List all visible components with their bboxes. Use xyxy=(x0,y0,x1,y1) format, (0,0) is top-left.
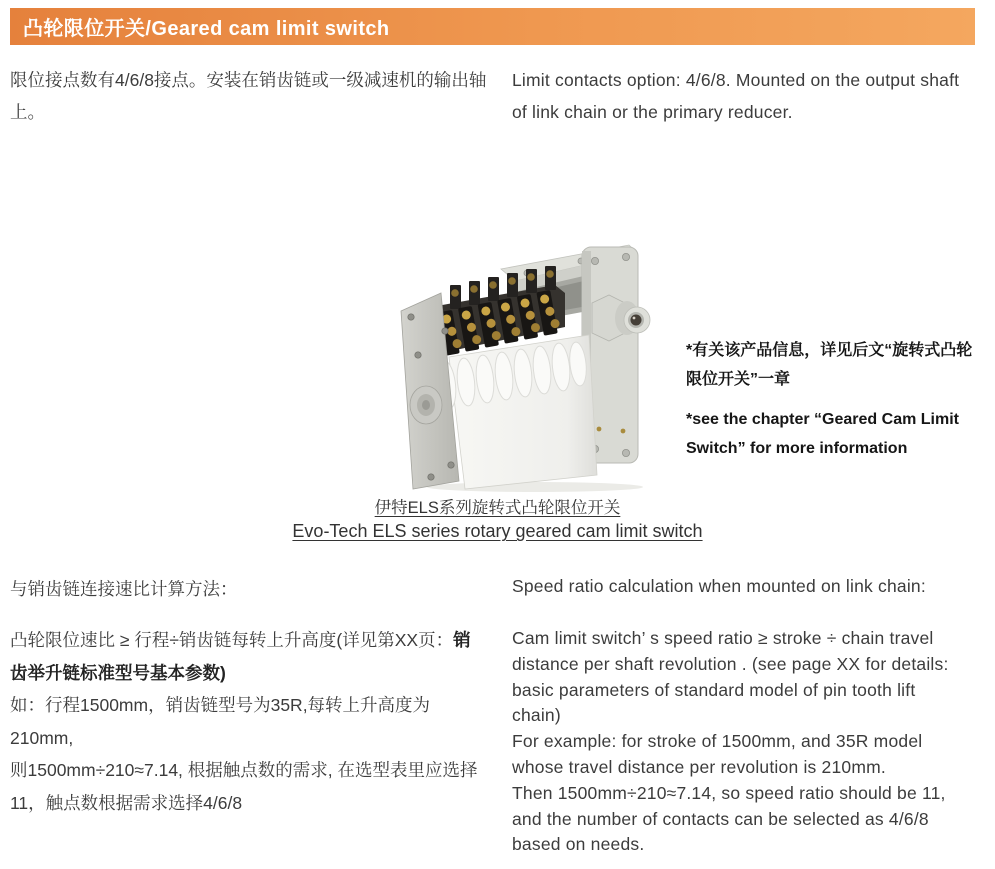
calc-line-en: and the number of contacts can be selected as 4/6/8 xyxy=(512,808,929,829)
calc-line-cn: 如：行程1500mm，销齿链型号为35R,每转上升高度为 xyxy=(10,695,431,715)
intro-text-cn: 限位接点数有4/6/8接点。安装在销齿链或一级减速机的输出轴上。 xyxy=(10,70,487,122)
photo-shadow xyxy=(427,482,643,492)
figure-note-en xyxy=(686,405,978,463)
formula-text: 凸轮限位速比 ≥ 行程÷销齿链每转上升高度(详见第XX页： xyxy=(10,630,454,650)
note-line: *see the chapter “Geared Cam Limit xyxy=(686,411,959,428)
calc-line-cn: 则1500mm÷210≈7.14, 根据触点数的需求, 在选型表里应选择 xyxy=(10,760,478,780)
calc-line-en: chain) xyxy=(512,705,561,726)
figure-caption-cn: 伊特ELS系列旋转式凸轮限位开关 xyxy=(374,499,621,517)
calc-line-en: Then 1500mm÷210≈7.14, so speed ratio should be 11, xyxy=(512,782,946,803)
formula-bold-ref: 销齿举升链标准型号基本参数 xyxy=(10,630,471,683)
figure-caption-en: Evo-Tech ELS series rotary geared cam limit switch xyxy=(292,521,703,541)
cable-gland xyxy=(592,295,650,341)
formula-tail: ) xyxy=(220,662,226,683)
calc-line-en: Cam limit switch’ s speed ratio ≥ stroke ÷ chain travel xyxy=(512,628,934,648)
page-title: 凸轮限位开关/Geared cam limit switch xyxy=(23,18,390,40)
product-photo xyxy=(385,225,690,495)
calc-line-en: based on needs. xyxy=(512,834,645,855)
note-line: *有关该产品信息，详见后文“旋转式凸轮 xyxy=(686,342,973,359)
figure-note xyxy=(686,336,978,474)
calc-heading-en: Speed ratio calculation when mounted on link chain: xyxy=(512,576,926,596)
calc-line-en: distance per shaft revolution . (see page XX for details: xyxy=(512,653,949,674)
calc-formula-cn xyxy=(10,624,484,689)
calc-line-cn: 210mm, xyxy=(10,727,74,748)
calc-line-en: whose travel distance per revolution is 210mm. xyxy=(512,756,886,777)
calc-heading-cn: 与销齿链连接速比计算方法： xyxy=(10,579,238,599)
note-line: 限位开关”一章 xyxy=(686,371,791,388)
calc-block-cn xyxy=(10,624,484,819)
limit-switch-illustration xyxy=(385,225,690,495)
figure-note-cn xyxy=(686,336,978,394)
intro-text-en: Limit contacts option: 4/6/8. Mounted on the output shaft of link chain or the primary reducer. xyxy=(512,70,960,122)
calc-line-en: basic parameters of standard model of pin tooth lift xyxy=(512,679,916,700)
calc-line-en: For example: for stroke of 1500mm, and 35R model xyxy=(512,731,923,752)
section-header-bar xyxy=(10,8,975,45)
note-line: Switch” for more information xyxy=(686,440,908,457)
calc-line-cn: 11，触点数根据需求选择4/6/8 xyxy=(10,792,243,813)
calc-block-en xyxy=(512,626,982,858)
